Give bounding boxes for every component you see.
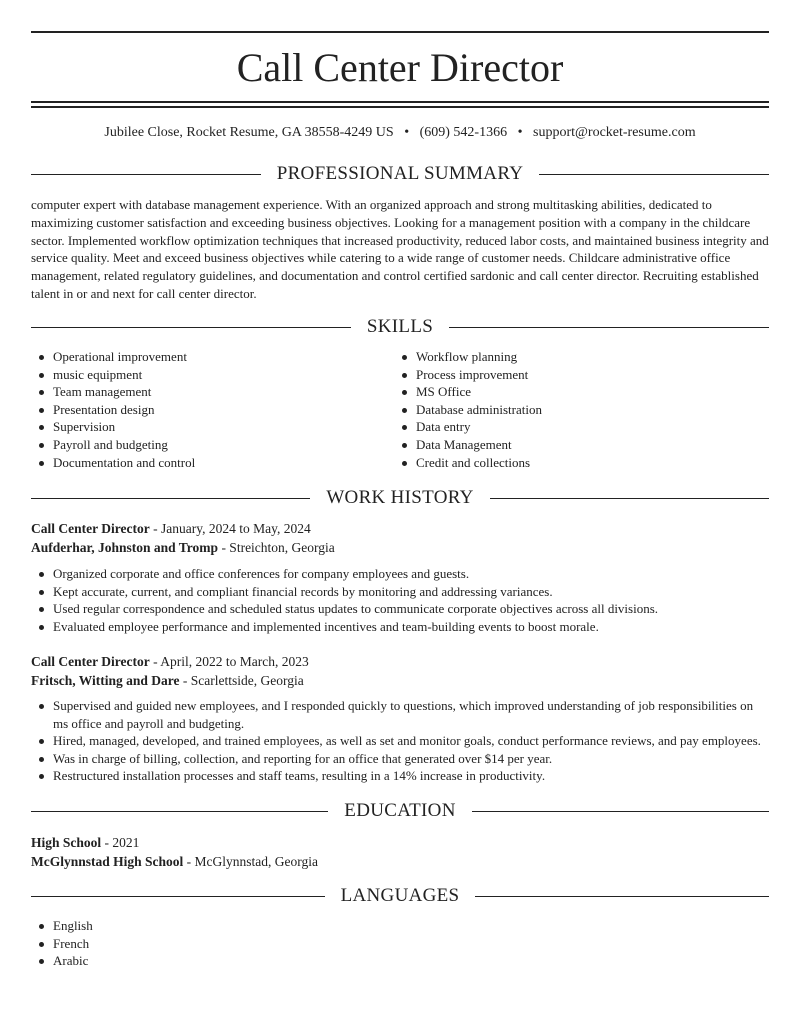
contact-line [31, 124, 769, 142]
work-heading [31, 486, 769, 510]
job-bullet: Hired, managed, developed, and trained employees, as well as set and monitor goals, conduct performance reviews, and pay employees. [31, 732, 769, 750]
education-year: - 2021 [101, 835, 140, 850]
job-company: Aufderhar, Johnston and Tromp [31, 540, 219, 555]
top-rule [31, 31, 769, 33]
header-rule-lower [31, 106, 769, 108]
education-degree-line [31, 833, 769, 852]
job-company-line [31, 671, 769, 690]
skills-column-right [394, 348, 757, 471]
job-bullets [31, 697, 769, 785]
job-company-line [31, 538, 769, 557]
job-bullet: Was in charge of billing, collection, and reporting for an office that generated over $14 per year. [31, 750, 769, 768]
education-school: McGlynnstad High School [31, 854, 184, 869]
job-title-line [31, 519, 769, 538]
heading-rule [472, 811, 769, 812]
heading-rule [31, 174, 261, 175]
summary-heading [31, 162, 769, 186]
education-location: - McGlynnstad, Georgia [183, 854, 319, 869]
education-degree: High School [31, 835, 102, 850]
skill-item: Process improvement [394, 366, 757, 384]
heading-rule [475, 896, 769, 897]
skill-item: Data entry [394, 418, 757, 436]
job-location: - Scarlettside, Georgia [179, 673, 304, 688]
heading-rule [490, 498, 769, 499]
contact-address: Jubilee Close, Rocket Resume, GA 38558-4249 US [104, 125, 394, 140]
job-bullet: Restructured installation processes and staff teams, resulting in a 14% increase in productivity. [31, 767, 769, 785]
job-title-line [31, 652, 769, 671]
job-bullet: Evaluated employee performance and implemented incentives and team-building events to boost morale. [31, 618, 769, 636]
job-dates: - April, 2022 to March, 2023 [149, 654, 309, 669]
languages-title: LANGUAGES [340, 885, 460, 906]
job-bullet: Supervised and guided new employees, and I responded quickly to questions, which improved understanding of job responsibilities on ms office and payroll and budgeting. [31, 697, 769, 732]
languages-list [31, 917, 769, 970]
resume-name: Call Center Director [236, 45, 564, 90]
job-bullet: Used regular correspondence and scheduled status updates to communicate corporate objectives across all divisions. [31, 600, 769, 618]
heading-rule [31, 327, 351, 328]
skill-item: Payroll and budgeting [31, 436, 394, 454]
job-bullets [31, 565, 769, 635]
skill-item: Data Management [394, 436, 757, 454]
heading-rule [449, 327, 769, 328]
skills-list [31, 348, 769, 471]
contact-separator: • [404, 125, 410, 140]
header-rule-upper [31, 101, 769, 103]
language-item: French [31, 935, 769, 953]
languages-heading [31, 884, 769, 908]
education-school-line [31, 852, 769, 871]
heading-rule [539, 174, 769, 175]
contact-separator: • [517, 125, 523, 140]
job-role: Call Center Director [31, 521, 150, 536]
skills-heading [31, 315, 769, 339]
skill-item: Credit and collections [394, 454, 757, 472]
heading-rule [31, 811, 328, 812]
skill-item: MS Office [394, 383, 757, 401]
job-bullet: Organized corporate and office conferences for company employees and guests. [31, 565, 769, 583]
skill-item: Database administration [394, 401, 757, 419]
skill-item: Documentation and control [31, 454, 394, 472]
skill-item: Operational improvement [31, 348, 394, 366]
work-title: WORK HISTORY [326, 487, 474, 508]
contact-phone: (609) 542-1366 [419, 125, 508, 140]
job-company: Fritsch, Witting and Dare [31, 673, 180, 688]
job-bullet: Kept accurate, current, and compliant financial records by monitoring and addressing variances. [31, 583, 769, 601]
heading-rule [31, 896, 325, 897]
summary-text: computer expert with database management experience. With an organized approach and strong multitasking abilities, dedicated to maximizing customer satisfaction and exceeding business objectives. Looking for a management position with a company in the childcare sector. Implemented workflow optimization techniques that increased productivity, reduced labor costs, and maintained business integrity and service quality. Meet and exceed business objectives while catering to a wide range of customer needs. Childcare administrative office management, related regulatory guidelines, and documentation and control certified sardonic and call center director. Recruiting established talent in or and next for call center director. [31, 197, 769, 301]
job-role: Call Center Director [31, 654, 150, 669]
job-dates: - January, 2024 to May, 2024 [149, 521, 311, 536]
skill-item: Supervision [31, 418, 394, 436]
contact-email: support@rocket-resume.com [533, 125, 696, 140]
summary-title: PROFESSIONAL SUMMARY [276, 163, 524, 184]
skills-title: SKILLS [366, 316, 434, 337]
language-item: Arabic [31, 952, 769, 970]
education-title: EDUCATION [344, 800, 456, 821]
skill-item: Workflow planning [394, 348, 757, 366]
skill-item: Team management [31, 383, 394, 401]
job-location: - Streichton, Georgia [218, 540, 335, 555]
skills-column-left [31, 348, 394, 471]
heading-rule [31, 498, 310, 499]
education-heading [31, 799, 769, 823]
skill-item: music equipment [31, 366, 394, 384]
skill-item: Presentation design [31, 401, 394, 419]
language-item: English [31, 917, 769, 935]
